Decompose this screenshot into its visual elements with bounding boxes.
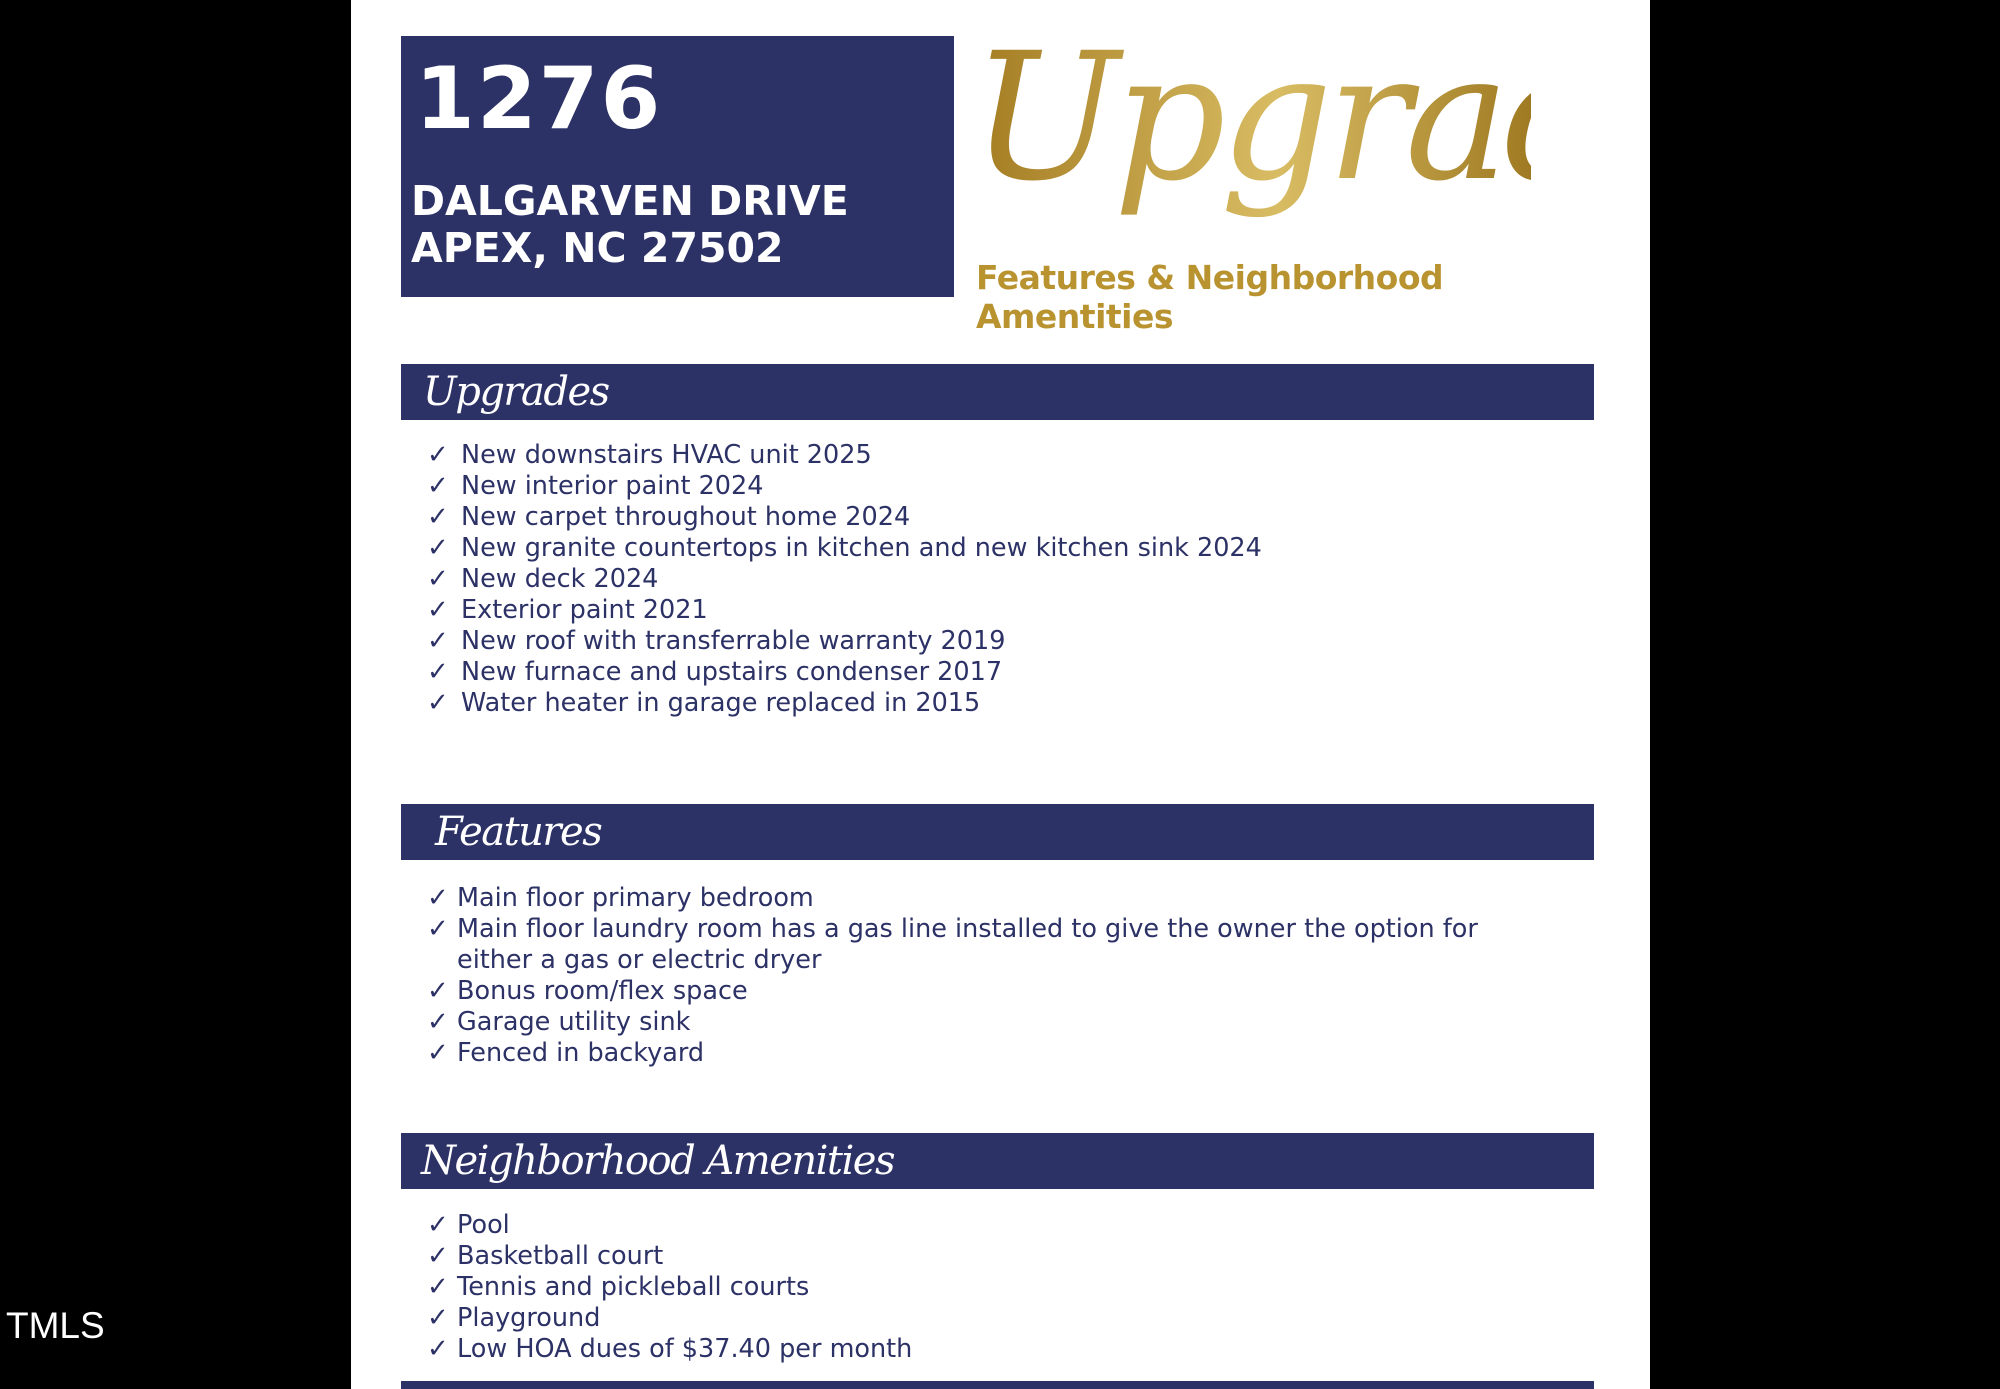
list-item: ✓ New carpet throughout home 2024 xyxy=(427,502,911,532)
list-item: ✓ New roof with transferrable warranty 2019 xyxy=(427,626,1006,656)
check-icon: ✓ xyxy=(427,440,449,470)
house-number: 1276 xyxy=(415,49,663,149)
list-item: ✓ Pool xyxy=(427,1210,510,1240)
features-list xyxy=(427,883,1547,1069)
check-icon: ✓ xyxy=(427,1038,449,1068)
list-item: ✓ Bonus room/flex space xyxy=(427,976,748,1006)
check-icon: ✓ xyxy=(427,1334,449,1364)
amenities-section-title: Neighborhood Amenities xyxy=(421,1138,894,1184)
list-item: ✓ New interior paint 2024 xyxy=(427,471,764,501)
check-icon: ✓ xyxy=(427,657,449,687)
list-item: ✓ New furnace and upstairs condenser 2017 xyxy=(427,657,1003,687)
list-item: ✓ New granite countertops in kitchen and new kitchen sink 2024 xyxy=(427,533,1262,563)
check-icon: ✓ xyxy=(427,1007,449,1037)
check-icon: ✓ xyxy=(427,976,449,1006)
check-icon: ✓ xyxy=(427,1303,449,1333)
list-item: ✓ Main floor primary bedroom xyxy=(427,883,814,913)
check-icon: ✓ xyxy=(427,1241,449,1271)
check-icon: ✓ xyxy=(427,564,449,594)
check-icon: ✓ xyxy=(427,1272,449,1302)
flyer-page xyxy=(351,0,1793,1389)
list-item: ✓ Playground xyxy=(427,1303,601,1333)
amenities-list xyxy=(427,1210,912,1365)
list-item: ✓ New downstairs HVAC unit 2025 xyxy=(427,440,872,470)
list-item: ✓ Basketball court xyxy=(427,1241,664,1271)
upgrades-section-header xyxy=(401,364,1594,420)
check-icon: ✓ xyxy=(427,595,449,625)
upgrades-section-title: Upgrades xyxy=(423,369,609,415)
features-section-header xyxy=(401,804,1594,860)
check-icon: ✓ xyxy=(427,1210,449,1240)
upgrades-script-title: Upgrades xyxy=(971,30,1531,270)
upgrades-list xyxy=(427,440,1262,719)
list-item: ✓ Garage utility sink xyxy=(427,1007,691,1037)
list-item: ✓ Fenced in backyard xyxy=(427,1038,705,1068)
list-item: ✓ Tennis and pickleball courts xyxy=(427,1272,810,1302)
list-item: ✓ Water heater in garage replaced in 2015 xyxy=(427,688,981,718)
list-item: ✓ Low HOA dues of $37.40 per month xyxy=(427,1334,913,1364)
check-icon: ✓ xyxy=(427,533,449,563)
features-section-title: Features xyxy=(435,809,602,855)
check-icon: ✓ xyxy=(427,626,449,656)
check-icon: ✓ xyxy=(427,914,449,944)
amenities-section-header xyxy=(401,1133,1594,1189)
check-icon: ✓ xyxy=(427,471,449,501)
check-icon: ✓ xyxy=(427,883,449,913)
list-item: ✓ Main floor laundry room has a gas line installed to give the owner the option for either a gas or electric dryer xyxy=(427,914,1478,975)
list-item: ✓ Exterior paint 2021 xyxy=(427,595,708,625)
bottom-section-bar xyxy=(401,1381,1594,1389)
watermark-label: TMLS xyxy=(6,1305,105,1346)
city-state-zip: APEX, NC 27502 xyxy=(411,224,784,272)
address-block xyxy=(401,36,954,297)
list-item: ✓ New deck 2024 xyxy=(427,564,659,594)
street-name: DALGARVEN DRIVE xyxy=(411,177,849,225)
check-icon: ✓ xyxy=(427,688,449,718)
flyer-subtitle: Features & Neighborhood Amentities xyxy=(976,258,1444,336)
check-icon: ✓ xyxy=(427,502,449,532)
